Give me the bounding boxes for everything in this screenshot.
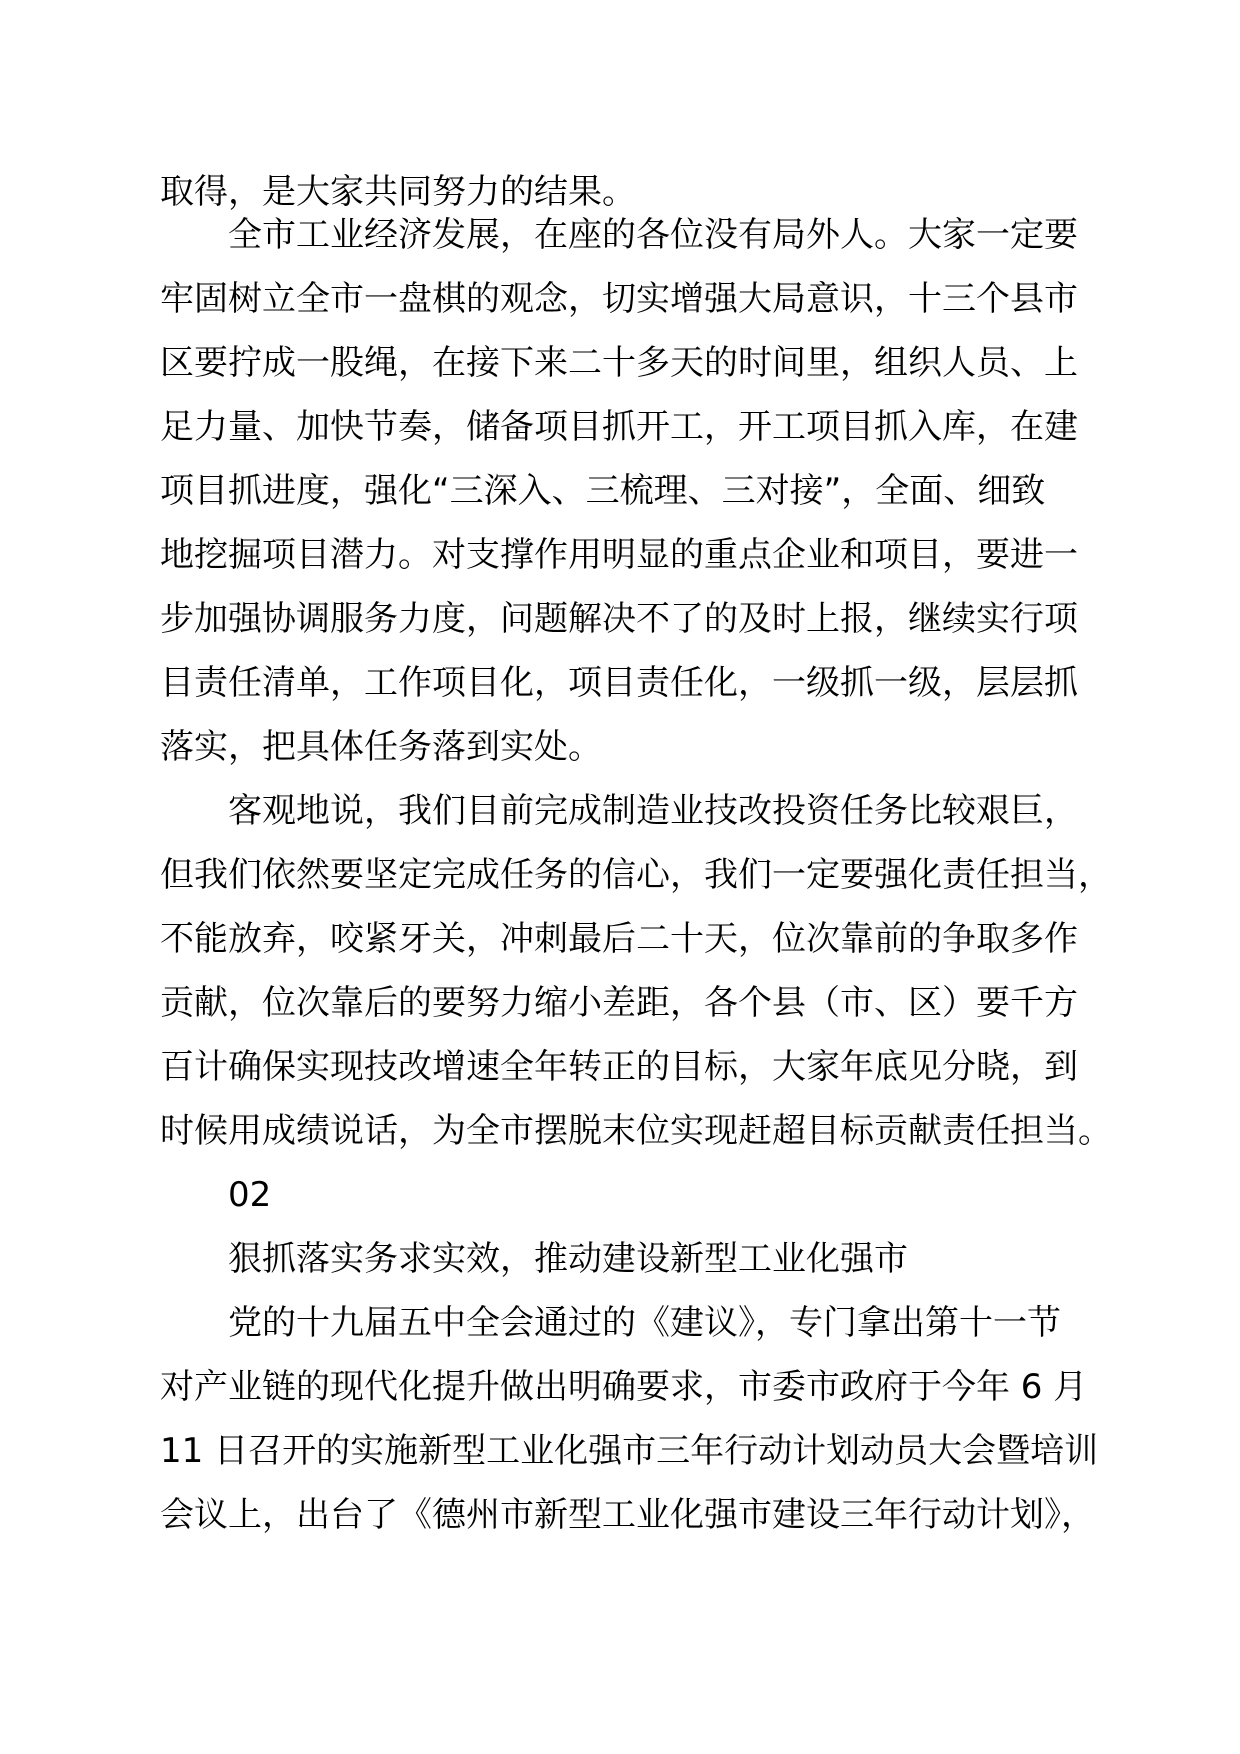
paragraph-2-line-2: 牢固树立全市一盘棋的观念，切实增强大局意识，十三个县市: [160, 279, 1078, 319]
paragraph-3-line-1: 客观地说，我们目前完成制造业技改投资任务比较艰巨，: [228, 791, 1078, 831]
paragraph-1-line-1: 取得，是大家共同努力的结果。: [160, 172, 636, 212]
section-number: 02: [228, 1175, 272, 1215]
paragraph-4-line-1: 党的十九届五中全会通过的《建议》，专门拿出第十一节: [228, 1303, 1061, 1343]
paragraph-2-line-5: 项目抓进度，强化“三深入、三梳理、三对接”，全面、细致: [160, 471, 1046, 511]
paragraph-4-line-4: 会议上，出台了《德州市新型工业化强市建设三年行动计划》，: [160, 1495, 1095, 1535]
paragraph-4-line-3: 11 日召开的实施新型工业化强市三年行动计划动员大会暨培训: [160, 1431, 1099, 1471]
paragraph-3-line-3: 不能放弃，咬紧牙关，冲刺最后二十天，位次靠前的争取多作: [160, 919, 1078, 959]
paragraph-3-line-4: 贡献，位次靠后的要努力缩小差距，各个县（市、区）要千方: [160, 983, 1078, 1023]
paragraph-3-line-5: 百计确保实现技改增速全年转正的目标，大家年底见分晓，到: [160, 1047, 1078, 1087]
paragraph-2-line-6: 地挖掘项目潜力。对支撑作用明显的重点企业和项目，要进一: [160, 535, 1078, 575]
paragraph-2-line-8: 目责任清单，工作项目化，项目责任化，一级抓一级，层层抓: [160, 663, 1078, 703]
paragraph-2-line-3: 区要拧成一股绳，在接下来二十多天的时间里，组织人员、上: [160, 343, 1078, 383]
paragraph-2-line-1: 全市工业经济发展，在座的各位没有局外人。大家一定要: [228, 215, 1078, 255]
paragraph-3-line-6: 时候用成绩说话，为全市摆脱末位实现赶超目标贡献责任担当。: [160, 1111, 1112, 1151]
paragraph-2-line-4: 足力量、加快节奏，储备项目抓开工，开工项目抓入库，在建: [160, 407, 1078, 447]
section-heading: 狠抓落实务求实效，推动建设新型工业化强市: [228, 1239, 908, 1279]
paragraph-2-line-7: 步加强协调服务力度，问题解决不了的及时上报，继续实行项: [160, 599, 1078, 639]
paragraph-2-line-9: 落实，把具体任务落到实处。: [160, 727, 602, 767]
paragraph-3-line-2: 但我们依然要坚定完成任务的信心，我们一定要强化责任担当，: [160, 855, 1112, 895]
paragraph-4-line-2: 对产业链的现代化提升做出明确要求，市委市政府于今年 6 月: [160, 1367, 1088, 1407]
